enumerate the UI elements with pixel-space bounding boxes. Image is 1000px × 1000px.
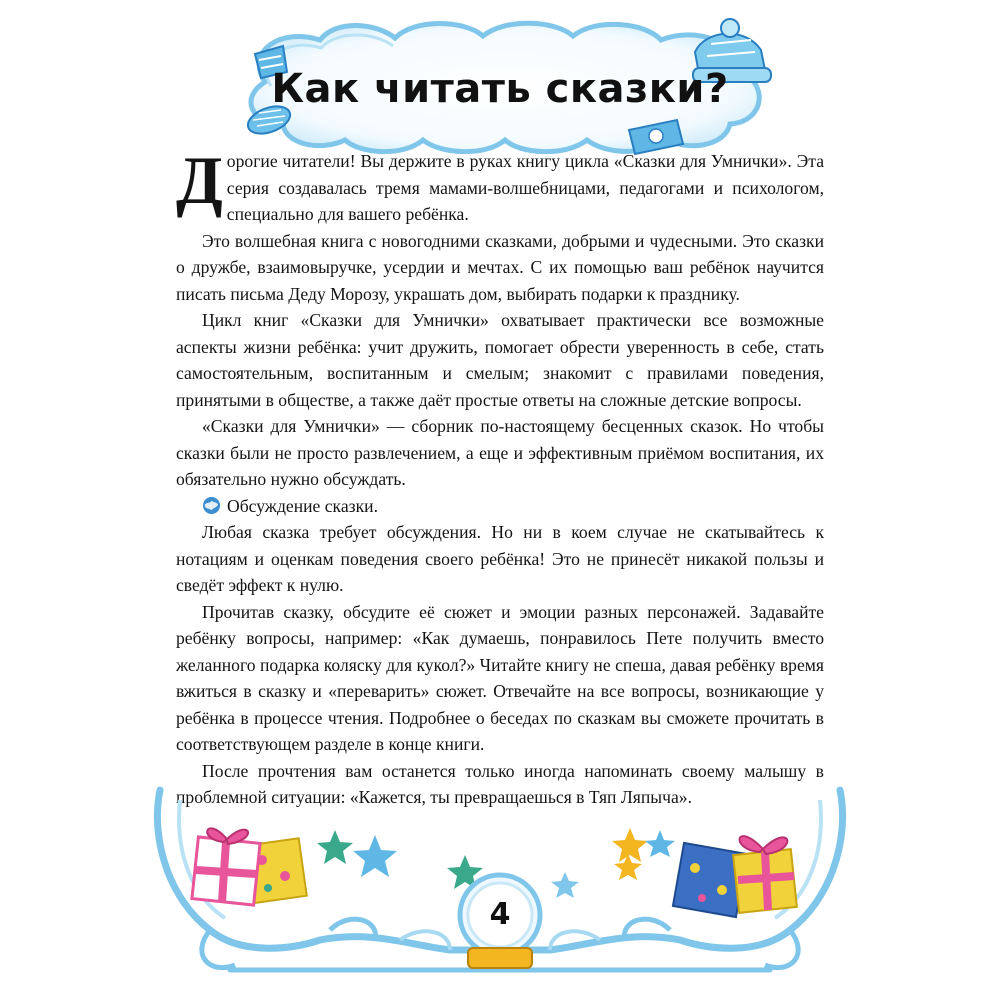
section-heading [176, 493, 824, 520]
gift-box-icon [192, 828, 307, 905]
page-title: Как читать сказки? [271, 66, 729, 112]
paragraph-text: орогие читатели! Вы держите в руках книгу цикла «Сказки для Умнички». Эта серия создавалась тремя мамами-волшебницами, педагогами и психологом, специально для вашего ребёнка. [226, 151, 824, 224]
paragraph: Прочитав сказку, обсудите её сюжет и эмоции разных персонажей. Задавайте ребёнку вопросы, например: «Как думаешь, понравилось Пете получить вместо желанного подарка коляску для кукол?» Читайте книгу не спеша, давая ребёнку время вжиться в сказку и «переварить» сюжет. Отвечайте на все вопросы, возникающие у ребёнка в процессе чтения. Подробнее о беседах по сказкам вы сможете прочитать в соответствующем разделе в конце книги. [176, 601, 824, 754]
paragraph: Цикл книг «Сказки для Умнички» охватывает практически все возможные аспекты жизни ребёнка: учит дружить, помогает обрести уверенность в себе, стать самостоятельным, воспитанным и смелым; знакомит с правилами поведения, принятыми в обществе, а также даёт простые ответы на сложные детские вопросы. [176, 310, 824, 410]
paragraph: Это волшебная книга с новогодними сказками, добрыми и чудесными. Это сказки о дружбе, взаимовыручке, усердии и мечтах. С их помощью ваш ребёнок научится писать письма Деду Морозу, украшать дом, выбирать подарки к празднику. [176, 230, 824, 304]
globe-bullet-icon [202, 496, 221, 515]
paragraph [176, 142, 824, 228]
drop-cap: Д [176, 142, 223, 218]
footer-decoration [150, 780, 850, 980]
article-body [176, 142, 824, 811]
paragraph: После прочтения вам останется только иногда напоминать своему малышу в проблемной ситуации: «Кажется, ты превращаешься в Тяп Ляпыча». [176, 760, 824, 807]
paragraph: «Сказки для Умнички» — сборник по-настоящему бесценных сказок. Но чтобы сказки были не просто развлечением, а еще и эффективным приёмом воспитания, их обязательно нужно обсуждать. [176, 416, 824, 489]
gift-box-icon [673, 836, 797, 917]
paragraph: Любая сказка требует обсуждения. Но ни в коем случае не скатывайтесь к нотациям и оценкам поведения своего ребёнка! Это не принесёт никакой пользы и сведёт эффект к нулю. [176, 522, 824, 595]
page-number: 4 [489, 897, 511, 932]
section-heading-text: Обсуждение сказки. [227, 495, 378, 516]
